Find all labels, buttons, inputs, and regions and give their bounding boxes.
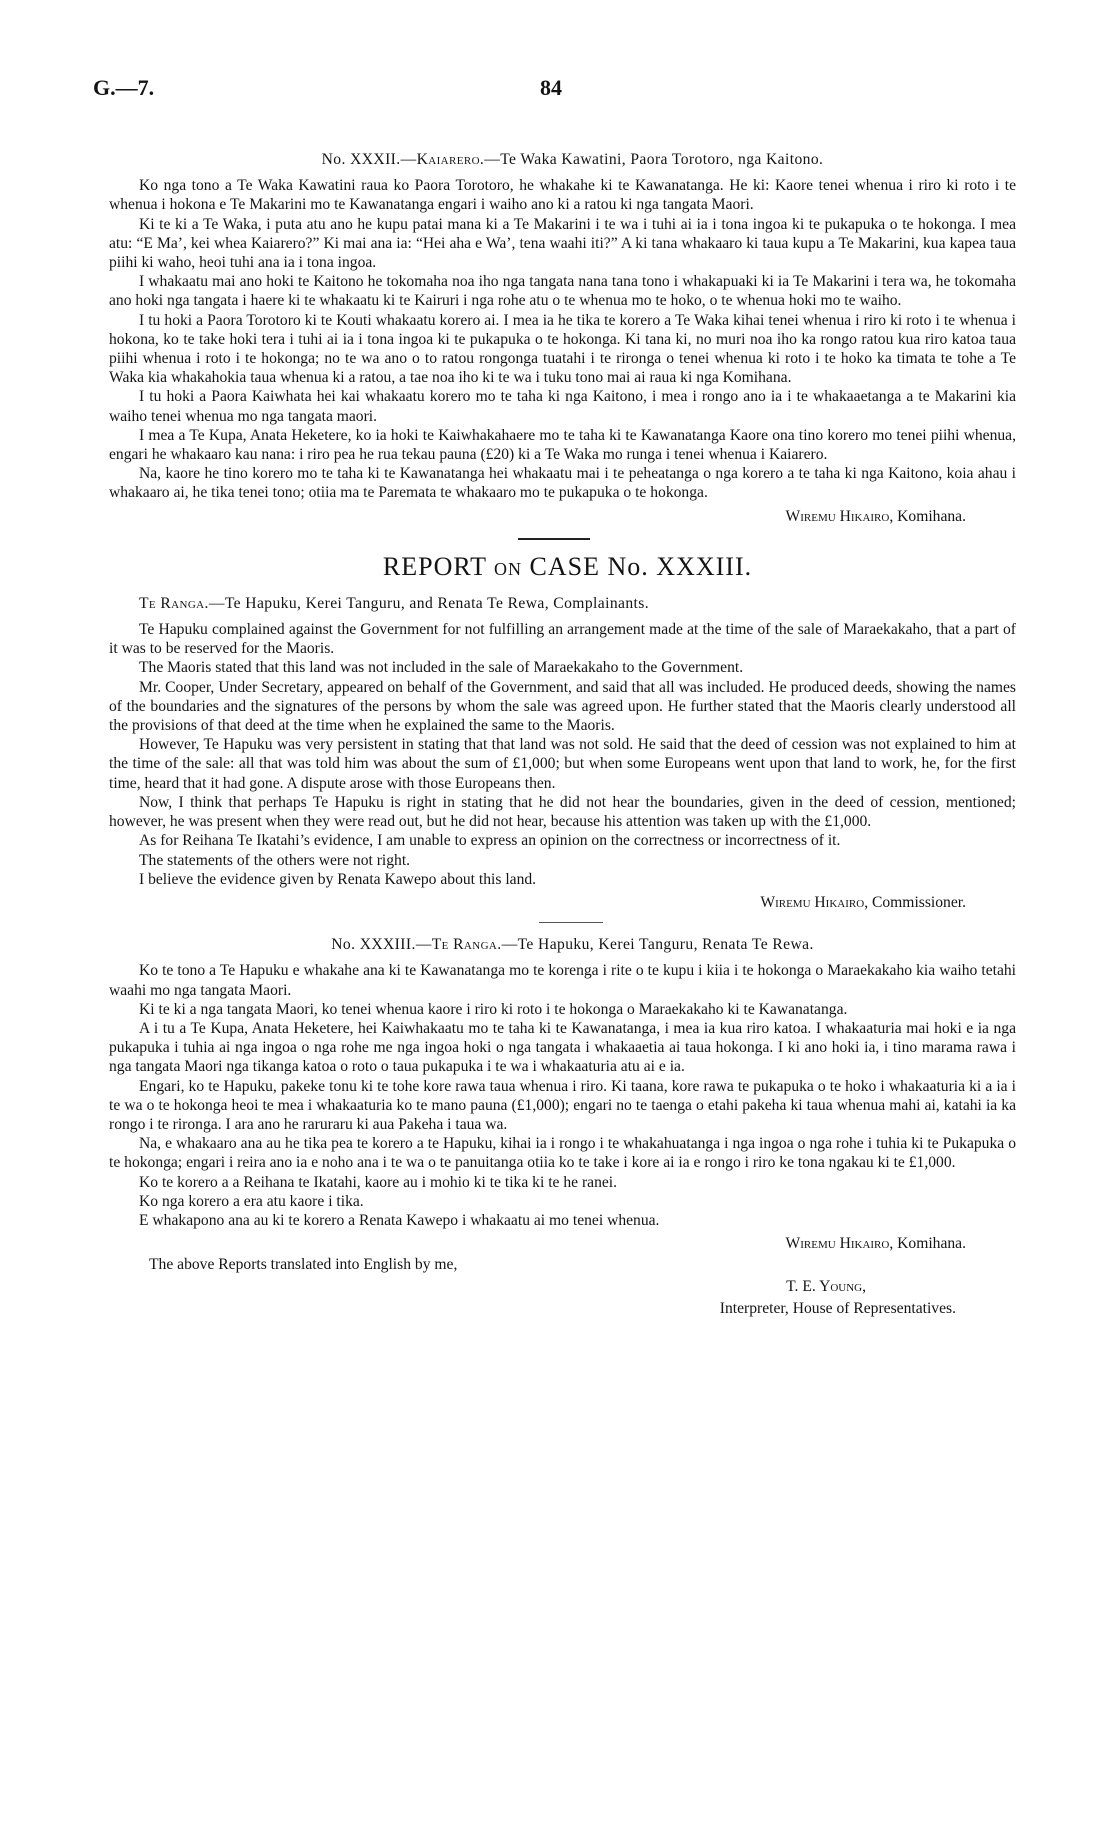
case-33-signature: Wiremu Hikairo, Komihana. xyxy=(785,1235,966,1253)
paragraph: E whakapono ana au ki te korero a Renata Kawepo i whakaatu ai mo tenei whenua. xyxy=(139,1211,660,1229)
case-33-text xyxy=(109,961,1016,1230)
paragraph: I whakaatu mai ano hoki te Kaitono he tokomaha noa iho nga tangata nana tana tono i whakapuaki ki ia Te Makarini i tera wa, he tokomaha ano hoki nga tangata i haere ki te whakaatu ki te Kairuri i nga rohe atu o te whenua mo te hoko, o te whenua hoki mo te waiho. xyxy=(109,273,1016,310)
section-divider xyxy=(539,922,603,923)
paragraph: Now, I think that perhaps Te Hapuku is right in stating that he did not hear the boundaries, given in the deed of cession, mentioned; however, he was present when they were read out, but he did not hear, because his attention was taken up with the £1,000. xyxy=(109,793,1016,831)
paragraph: I tu hoki a Paora Kaiwhata hei kai whakaatu korero mo te taha ki nga Kaitono, i mea i rongo ano ia i te whakaaetanga a te Makarini kia waiho tenei whenua mo nga tangata maori. xyxy=(109,388,1016,425)
report-33-signature: Wiremu Hikairo, Commissioner. xyxy=(760,893,966,911)
paragraph: The Maoris stated that this land was not included in the sale of Maraekakaho to the Government. xyxy=(139,659,744,677)
paragraph: Te Hapuku complained against the Government for not fulfilling an arrangement made at the time of the sale of Maraekakaho, that a part of it was to be reserved for the Maoris. xyxy=(109,621,1016,658)
case-33-title: No. XXXIII.—Te Ranga.—Te Hapuku, Kerei Tanguru, Renata Te Rewa. xyxy=(331,936,814,954)
report-33-text xyxy=(109,620,1016,889)
paragraph: I believe the evidence given by Renata Kawepo about this land. xyxy=(139,870,537,888)
paragraph: A i tu a Te Kupa, Anata Heketere, hei Kaiwhakaatu mo te taha ki te Kawanatanga, i mea ia kua riro katoa. I whakaaturia mai hoki e ia nga pukapuka i tuhia ai nga ingoa o nga rohe me nga ingoa hoki o nga tangata i whakaaetia ai taua hokonga. I ki ano hoki ia, i tino marama rawa i nga tangata Maori nga tikanga katoa o roto o taua pukapuka i te wa i whakaaturia atu ai e ia. xyxy=(109,1019,1016,1076)
paragraph: Na, e whakaaro ana au he tika pea te korero a te Hapuku, kihai ia i rongo i te whakahuatanga i nga ingoa o nga rohe i tuhia ki te Pukapuka o te hokonga; engari i reira ano ia e noho ana i te wa o te panuitanga otiia ko te take i kore ai ia e rongo i riro ke tona ngakau ki te £1,000. xyxy=(109,1135,1016,1172)
paragraph: I tu hoki a Paora Torotoro ki te Kouti whakaatu korero ai. I mea ia he tika te korero a Te Waka kihai tenei whenua i riro ki roto i te whenua i hokona, ko te take hoki tera i tuhi ai ia i tona ingoa ki te pukapuka o te hokonga. Ki tana ki, no muri noa iho ka rongo ratou kua riro katoa taua piihi whenua i roto i te hokonga; no te wa ano o to ratou rongonga tuatahi i te rironga o tenei whenua ki roto i te hoko ka timata te tohe a Te Waka kia whakahokia taua whenua ki a ratou, a tae noa iho ki te wa i tuku tono mai ai raua ki nga Komihana. xyxy=(109,311,1016,387)
paragraph: Ko nga korero a era atu kaore i tika. xyxy=(139,1192,364,1210)
paragraph: The statements of the others were not right. xyxy=(139,851,411,869)
page-number: 84 xyxy=(540,75,562,100)
paragraph: Ki te ki a nga tangata Maori, ko tenei whenua kaore i riro ki roto i te hokonga o Maraekakaho ki te Kawanatanga. xyxy=(139,1000,848,1018)
paragraph: Engari, ko te Hapuku, pakeke tonu ki te tohe kore rawa taua whenua i riro. Ki taana, kore rawa te pukapuka o te hoko i whakaaturia ki a ia i te wa o te hokonga heoi te mea i whakaaturia ko te mano pauna (£1,000); engari no te taenga o etahi pakeha ki taua whenua mahi ai, katahi ia ka rongo i te rironga. I ara ano he raruraru ki aua Pakeha i taua wa. xyxy=(109,1077,1016,1133)
paragraph: As for Reihana Te Ikatahi’s evidence, I am unable to express an opinion on the correctness or incorrectness of it. xyxy=(139,832,841,850)
case-32-text xyxy=(109,176,1016,502)
paragraph: Ko nga tono a Te Waka Kawatini raua ko Paora Torotoro, he whakahe ki te Kawanatanga. He ki: Kaore tenei whenua i riro ki roto i te whenua i hokona e Te Makarini mo te Kawanatanga engari i waiho ano ki a ratou ki nga tangata Maori. xyxy=(109,177,1016,214)
paragraph: However, Te Hapuku was very persistent in stating that that land was not sold. He said that the deed of cession was not explained to him at the time of the sale: all that was told him was about the sum of £1,000; but when some Europeans went upon that land to work, he, for the first time, heard that it had gone. A dispute arose with those Europeans then. xyxy=(109,736,1016,792)
document-body xyxy=(109,150,1016,1319)
case-32-title: No. XXXII.—Kaiarero.—Te Waka Kawatini, Paora Torotoro, nga Kaitono. xyxy=(321,151,824,168)
section-divider xyxy=(518,538,590,540)
paragraph: Ko te tono a Te Hapuku e whakahe ana ki te Kawanatanga mo te korenga i rite o te kupu i kiia i te hokonga o Maraekakaho kia waiho tetahi waahi mo nga tangata Maori. xyxy=(109,962,1016,999)
series-number: G.—7. xyxy=(93,75,155,100)
paragraph: Ko te korero a a Reihana te Ikatahi, kaore au i mohio ki te tika ki te he ranei. xyxy=(139,1173,618,1191)
case-32-signature: Wiremu Hikairo, Komihana. xyxy=(785,507,966,525)
translator-name: T. E. Young, xyxy=(786,1278,866,1296)
report-33-title: REPORT ON CASE No. XXXIII. xyxy=(382,551,753,581)
paragraph: Ki te ki a Te Waka, i puta atu ano he kupu patai mana ki a Te Makarini i te wa i tuhi ai ia i tona ingoa ki te pukapuka o te hokonga. I mea atu: “E Ma’, kei whea Kaiarero?” Ki mai ana ia: “Hei aha e Wa’, tena waahi iti?” A ki tana whakaaro ki taua kupu a Te Makarini, kua kapea taua piihi ki waho, heoi tuhi ana ia i tona ingoa. xyxy=(109,215,1016,272)
paragraph: Na, kaore he tino korero mo te taha ki te Kawanatanga hei whakaatu mai i te peheatanga o nga korero a te taha ki nga Kaitono, koia ahau i whakaaro ai, he tika tenei tono; otiia ma te Paremata te whakaaro mo te pukapuka o te hokonga. xyxy=(109,465,1016,502)
paragraph: Mr. Cooper, Under Secretary, appeared on behalf of the Government, and said that all was included. He produced deeds, showing the names of the boundaries and the signatures of the persons by whom the sale was agreed upon. He further stated that the Maoris clearly understood all the provisions of that deed at the time when he explained the same to the Maoris. xyxy=(109,678,1016,735)
translator-title: Interpreter, House of Representatives. xyxy=(719,1300,956,1318)
report-33-subtitle: Te Ranga.—Te Hapuku, Kerei Tanguru, and Renata Te Rewa, Complainants. xyxy=(139,594,650,612)
paragraph: I mea a Te Kupa, Anata Heketere, ko ia hoki te Kaiwhakahaere mo te taha ki te Kawanatanga Kaore ona tino korero mo tenei piihi whenua, engari he whakaaro kau nana: i riro pea he rua tekau pauna (£20) ki a Te Waka mo runga i tenei whenua i Kaiarero. xyxy=(109,426,1016,464)
translator-block xyxy=(109,1255,1016,1319)
translation-note: The above Reports translated into English by me, xyxy=(149,1256,458,1274)
